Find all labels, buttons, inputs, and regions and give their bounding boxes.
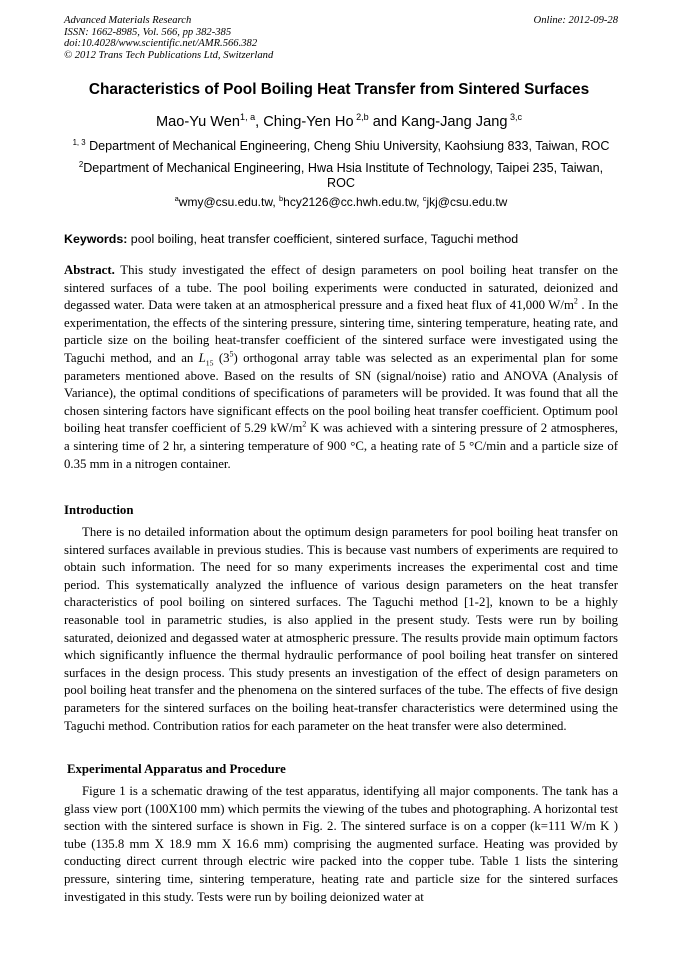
abstract-label: Abstract.	[64, 263, 115, 277]
abstract-text: (3	[213, 350, 230, 365]
affiliation-1	[64, 139, 618, 154]
experimental-paragraph: Figure 1 is a schematic drawing of the test apparatus, identifying all major components. The tank has a glass view port (100X100 mm) which permits the viewing of the tubes and photographing. A horizontal test section with the sintered surface is shown in Fig. 2. The sintered surface is on a copper (k=111 W/m K ) tube (135.8 mm X 18.9 mm X 16.6 mm) comprising the augmented surface. Heating was provided by conducting direct current through electric wire packed into the copper tube. Table 1 lists the sintering pressure, sintering time, sintering temperature, heating rate and particle size for the sintered surfaces investigated in this study. Tests were run by boiling deionized water at	[64, 784, 618, 904]
keywords-text: pool boiling, heat transfer coefficient, sintered surface, Taguchi method	[127, 232, 519, 246]
introduction-paragraph: There is no detailed information about the optimum design parameters for pool boiling heat transfer on sintered surfaces available in previous studies. This is because vast numbers of experiments are required to obtain such information. The need for so many experiments increases the experimental cost and time period. This systematically analyzed the influence of various design parameters on the heat transfer characteristics of pool boiling on sintered surfaces. The Taguchi method [1-2], known to be a highly reasonable tool in parametric studies, is also applied in the present study. Tests were run by boiling saturated, deionized and degassed water at atmospheric pressure. The results provide main optimum factors which significantly influence the thermal hydraulic performance of pool boiling heat transfer on sintered surfaces in the design process. This study presents an investigation of the effect of design parameters on pool boiling heat transfer and the phenomena on the sintered surfaces of the tube. The effects of five design parameters for the sintered surfaces on the boiling heat-transfer characteristics were determined using the Taguchi method. Contribution ratios for each parameter on the heat transfer were also determined.	[64, 525, 618, 733]
author-name: Kang-Jang Jang	[401, 114, 508, 130]
paper-title: Characteristics of Pool Boiling Heat Transfer from Sintered Surfaces	[88, 81, 590, 98]
online-date: Online: 2012-09-28	[533, 15, 618, 26]
issn-line: ISSN: 1662-8985, Vol. 566, pp 382-385	[64, 26, 232, 38]
email: jkj@csu.edu.tw	[426, 195, 508, 209]
affiliation-text: Department of Mechanical Engineering, Cheng Shiu University, Kaohsiung 833, Taiwan, ROC	[85, 139, 610, 153]
copyright-line: © 2012 Trans Tech Publications Ltd, Switzerland	[64, 49, 274, 61]
journal-name: Advanced Materials Research	[64, 15, 192, 26]
subscript: 15	[205, 358, 214, 368]
author-affiliation-mark: 1, a	[240, 112, 256, 123]
email: wmy@csu.edu.tw,	[178, 195, 279, 209]
email-mark: c	[422, 194, 427, 203]
superscript: 2	[302, 420, 307, 430]
author-separator: ,	[255, 114, 264, 130]
email-mark: a	[174, 194, 179, 203]
superscript: 2	[573, 296, 578, 306]
doi-line: doi:10.4028/www.scientific.net/AMR.566.382	[64, 38, 258, 50]
orthogonal-array-symbol: L	[198, 350, 206, 365]
affiliation-text: Department of Mechanical Engineering, Hwa Hsia Institute of Technology, Taipei 235, Taiwan, ROC	[83, 161, 604, 190]
author-name: Mao-Yu Wen	[155, 114, 241, 130]
section-heading-introduction: Introduction	[64, 503, 134, 517]
abstract-text: . In the experimentation, the effects of the sintering pressure, sintering time, sintering temperature, heating rate, and particle size on the boiling heat-transfer coefficient of the sintered surface were investigated using the Taguchi method, and an	[64, 298, 619, 365]
email-mark: b	[279, 194, 284, 203]
abstract-text: ) orthogonal array table was selected as an experimental plan for some parameters mentioned above. Based on the results of SN (signal/noise) ratio and ANOVA (Analysis of Variance), the optimal conditions of specifications of parameters will be provided. It was found that all the chosen sintering factors have significant effects on the pool boiling heat transfer coefficient. Optimum pool boiling heat transfer coefficient of 5.29 kW/m	[64, 350, 618, 436]
author-list	[40, 114, 638, 130]
abstract-paragraph	[64, 262, 618, 473]
author-affiliation-mark: 3,c	[507, 112, 523, 123]
abstract-text: K was achieved with a sintering pressure of 2 atmospheres, a sintering time of 2 hr, a sintering temperature of 900 °C, a heating rate of 5 °C/min and a particle size of 0.35 mm in a nitrogen container.	[64, 421, 618, 471]
affiliation-mark: 1, 3	[72, 137, 86, 147]
section-heading-experimental: Experimental Apparatus and Procedure	[67, 762, 286, 776]
journal-header	[64, 15, 618, 61]
author-separator: and	[368, 114, 402, 130]
affiliation-2	[64, 161, 618, 191]
abstract-text: This study investigated the effect of design parameters on pool boiling heat transfer on the sintered surfaces of a tube. The pool boiling experiments were conducted in saturated, deionized and degassed water. Data were taken at an atmospherical pressure and a fixed heat flux of 41,000 W/m	[64, 263, 618, 313]
author-emails	[64, 195, 618, 210]
author-name: Ching-Yen Ho	[263, 114, 354, 130]
author-affiliation-mark: 2,b	[353, 112, 369, 123]
superscript: 5	[229, 349, 234, 359]
keywords-label: Keywords:	[64, 232, 128, 246]
keywords	[64, 232, 618, 246]
affiliation-mark: 2	[78, 159, 84, 169]
email: hcy2126@cc.hwh.edu.tw,	[283, 195, 423, 209]
